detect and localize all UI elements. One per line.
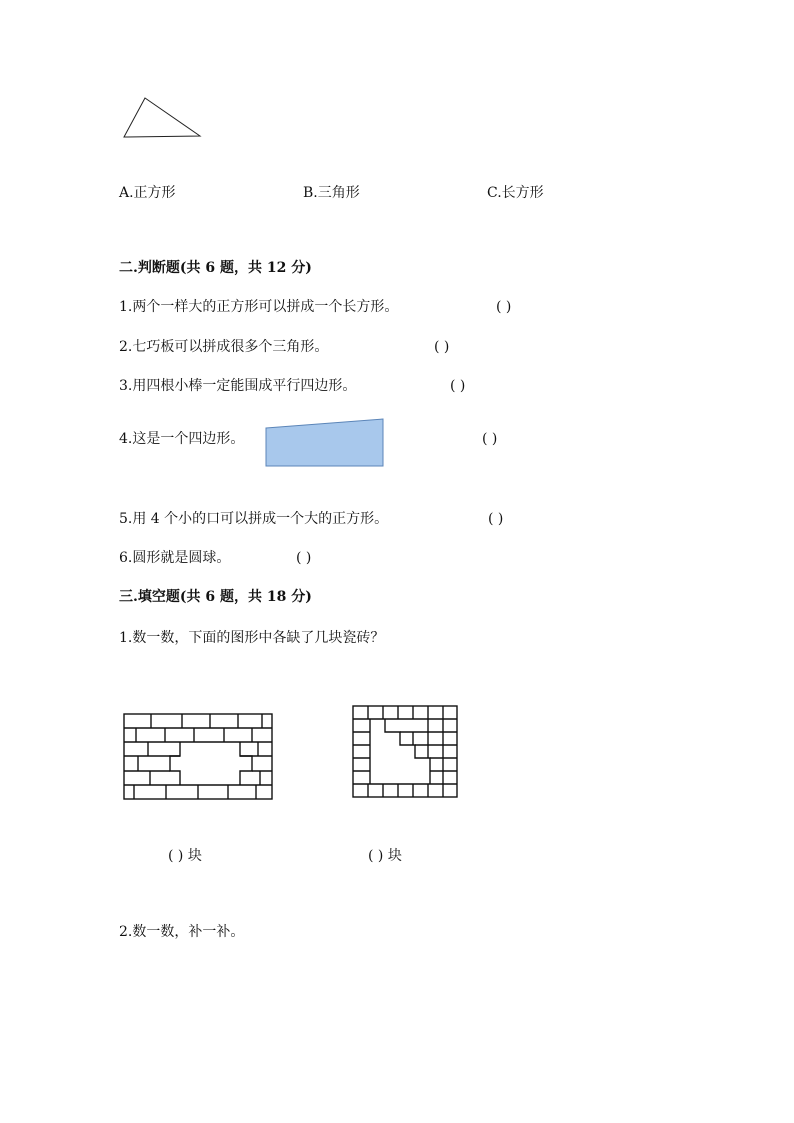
s2-item-1-blank[interactable]: ( )	[496, 299, 512, 315]
s2-item-6: 6.圆形就是圆球。	[119, 550, 231, 566]
option-a: A.正方形	[119, 185, 176, 201]
s3-question-2: 2.数一数，补一补。	[119, 924, 245, 940]
s2-item-2-blank[interactable]: ( )	[434, 339, 450, 355]
s2-item-4: 4.这是一个四边形。	[119, 431, 245, 447]
option-c: C.长方形	[487, 185, 544, 201]
s2-item-4-blank[interactable]: ( )	[482, 431, 498, 447]
option-b: B.三角形	[303, 185, 360, 201]
section2-title: 二.判断题(共 6 题，共 12 分)	[119, 260, 312, 276]
s2-item-5: 5.用 4 个小的口可以拼成一个大的正方形。	[119, 511, 389, 527]
answer-left-blank[interactable]: ( ) 块	[168, 848, 202, 864]
s2-item-6-blank[interactable]: ( )	[296, 550, 312, 566]
s2-item-3: 3.用四根小棒一定能围成平行四边形。	[119, 378, 357, 394]
s2-item-1: 1.两个一样大的正方形可以拼成一个长方形。	[119, 299, 399, 315]
section3-title: 三.填空题(共 6 题，共 18 分)	[119, 589, 312, 605]
s2-item-3-blank[interactable]: ( )	[450, 378, 466, 394]
s2-item-5-blank[interactable]: ( )	[488, 511, 504, 527]
s2-item-2: 2.七巧板可以拼成很多个三角形。	[119, 339, 329, 355]
answer-right-blank[interactable]: ( ) 块	[368, 848, 402, 864]
s3-question-1: 1.数一数，下面的图形中各缺了几块瓷砖？	[119, 630, 385, 646]
